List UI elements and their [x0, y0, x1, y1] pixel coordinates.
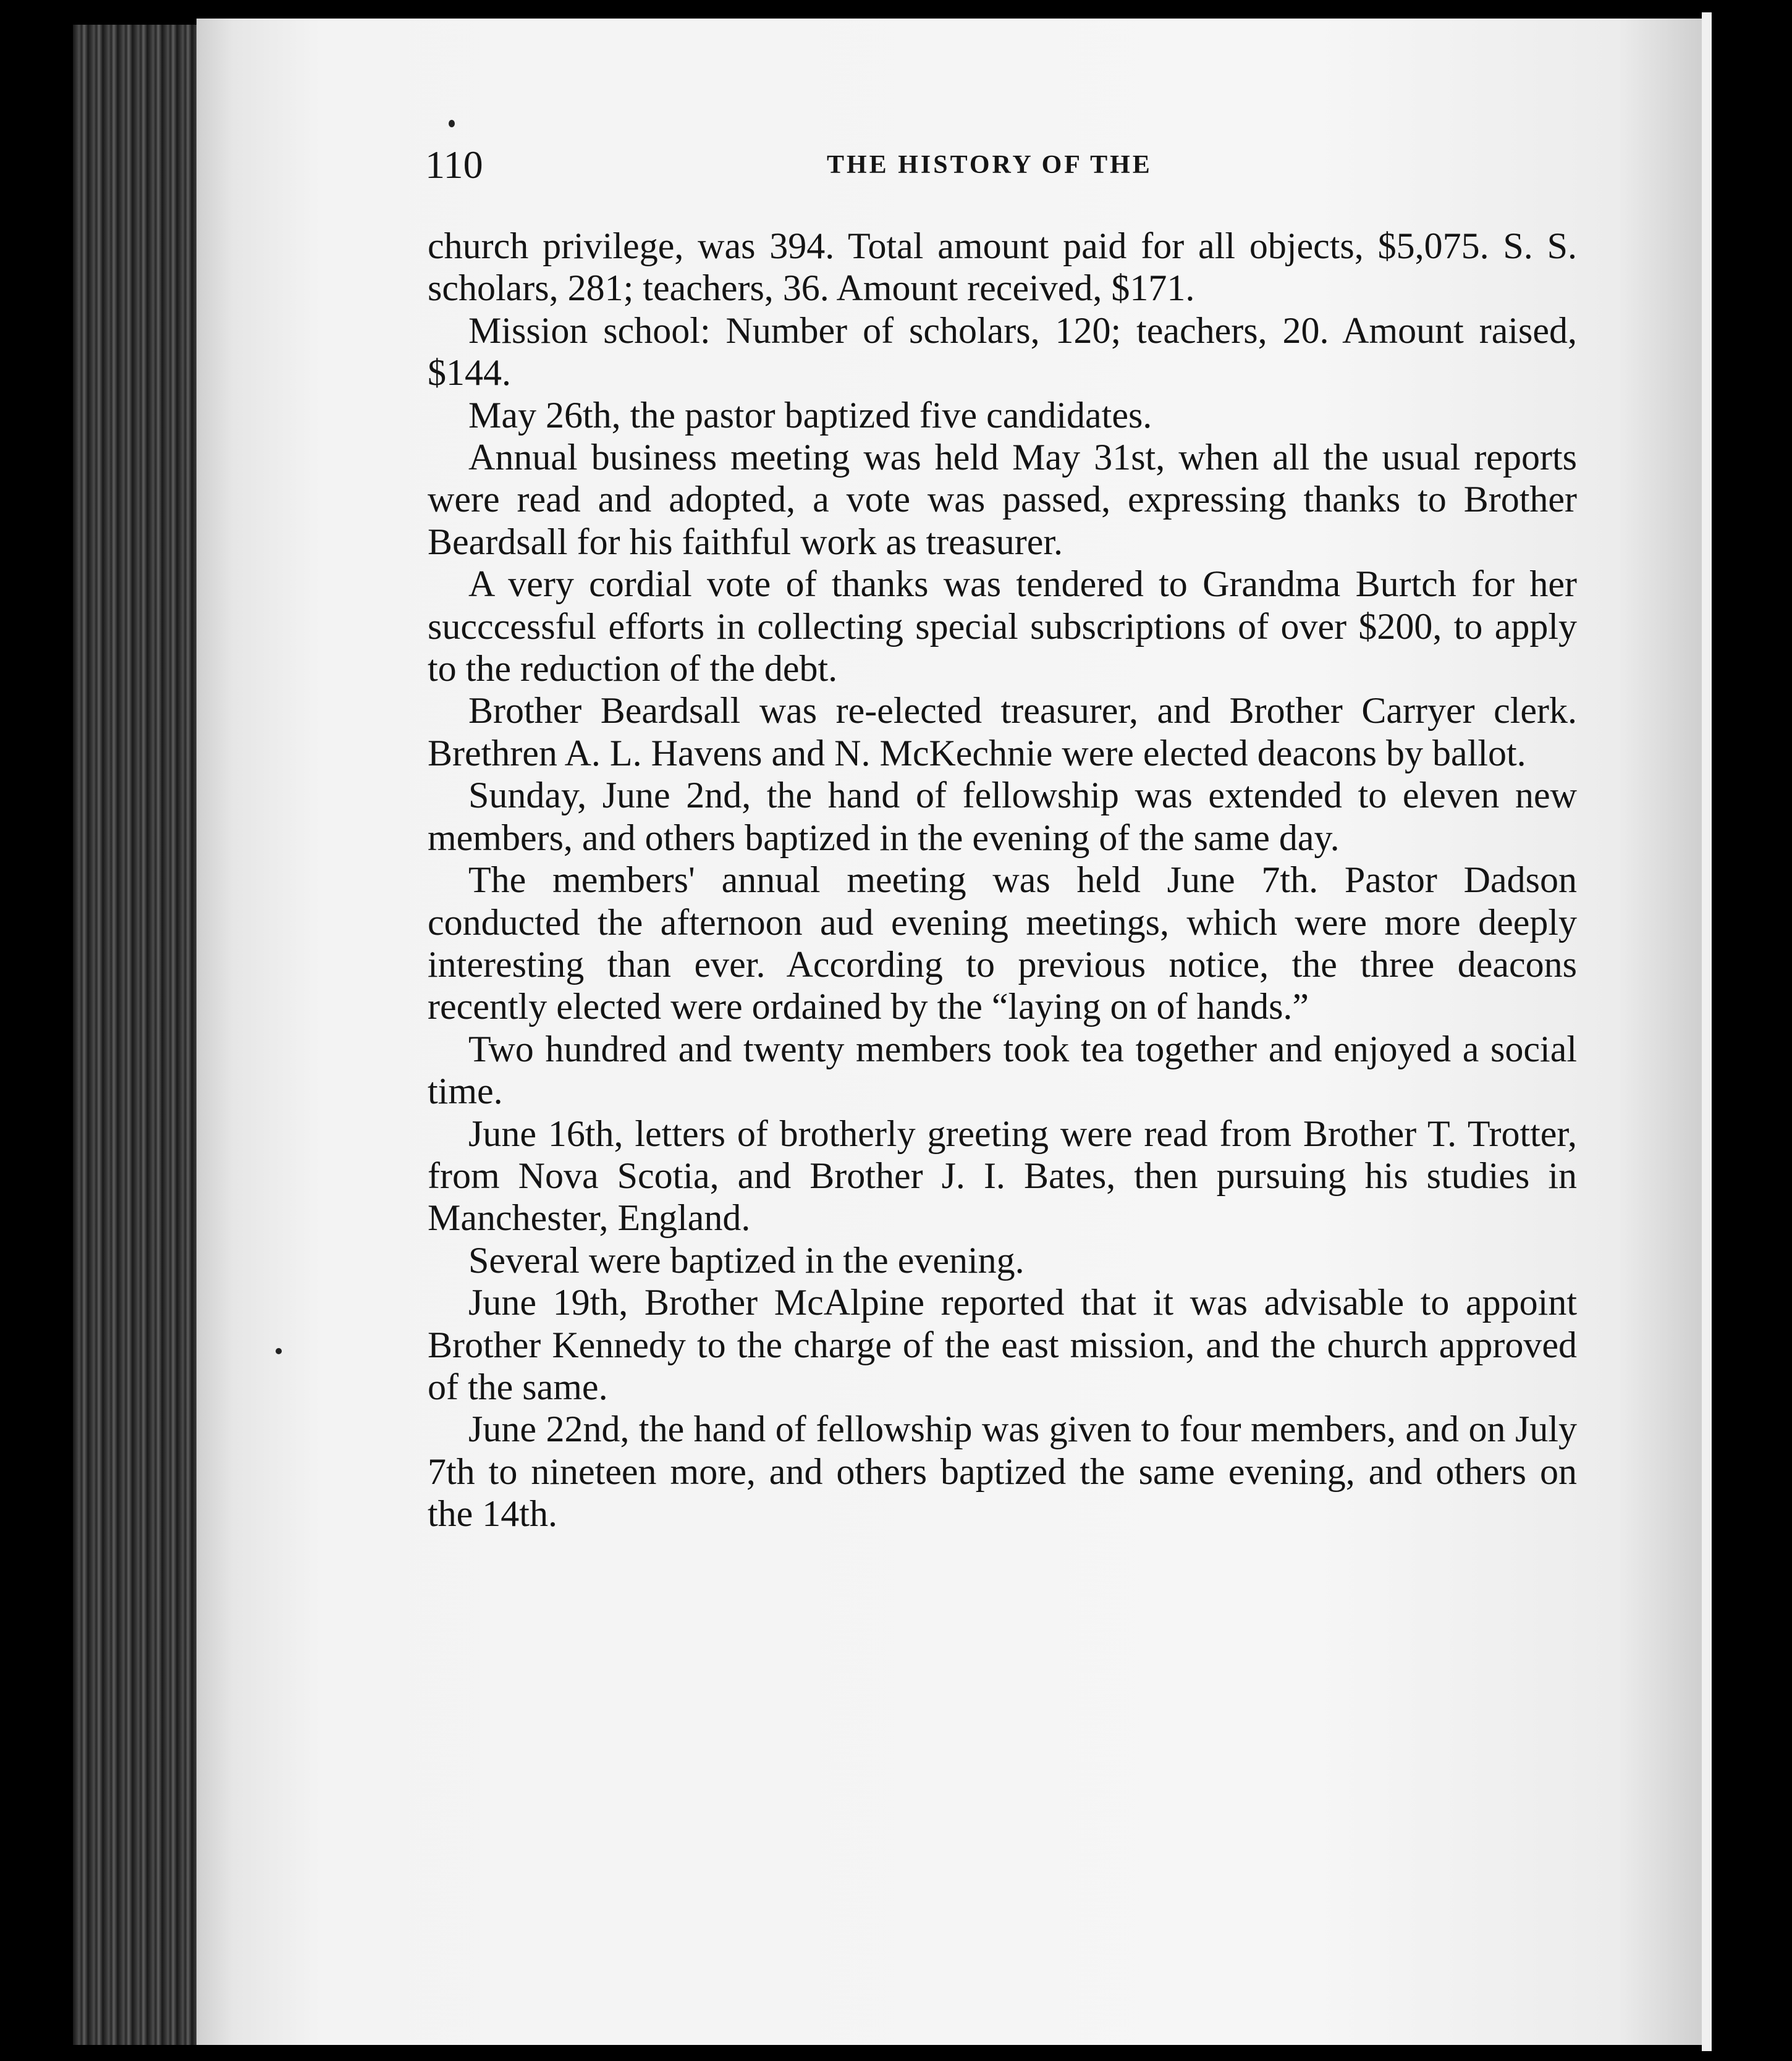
- running-head: [425, 143, 1577, 187]
- paragraph: Several were baptized in the evening.: [468, 1239, 1025, 1281]
- page-body: [428, 225, 1577, 1535]
- paragraph: Brother Beardsall was re-elected treasurer, and Brother Carryer clerk. Brethren A. L. Havens and N. McKechnie were elected deacons by ballot.: [428, 690, 1577, 773]
- paragraph: A very cordial vote of thanks was tendered to Grandma Burtch for her succcessful efforts in collecting special subscriptions of over $200, to apply to the reduction of the debt.: [428, 563, 1577, 689]
- paragraph: May 26th, the pastor baptized five candidates.: [468, 394, 1152, 436]
- book-page-edges: [73, 25, 203, 2045]
- paragraph: June 22nd, the hand of fellowship was given to four members, and on July 7th to nineteen more, and others baptized the same evening, and others on the 14th.: [428, 1409, 1577, 1535]
- paragraph: June 16th, letters of brotherly greeting were read from Brother T. Trotter, from Nova Scotia, and Brother J. I. Bates, then pursuing his studies in Manchester, England.: [428, 1113, 1577, 1239]
- print-speck: [449, 120, 455, 127]
- paragraph: Annual business meeting was held May 31st, when all the usual reports were read and adopted, a vote was passed, expressing thanks to Brother Beardsall for his faithful work as treasurer.: [428, 437, 1577, 562]
- paragraph: church privilege, was 394. Total amount paid for all objects, $5,075. S. S. scholars, 281; teachers, 36. Amount received, $171.: [428, 225, 1577, 309]
- print-speck: [276, 1348, 282, 1354]
- running-head-title: THE HISTORY OF THE: [827, 151, 1152, 179]
- paragraph: Two hundred and twenty members took tea together and enjoyed a social time.: [428, 1028, 1577, 1112]
- facing-page-edge: [1702, 12, 1712, 2051]
- page-number: 110: [425, 143, 483, 187]
- paragraph: The members' annual meeting was held June 7th. Pastor Dadson conducted the afternoon aud evening meetings, which were more deeply interesting than ever. According to previous notice, the three deacons recently elected were ordained by the “laying on of hands.”: [428, 859, 1577, 1027]
- paragraph: Mission school: Number of scholars, 120; teachers, 20. Amount raised, $144.: [428, 310, 1577, 394]
- scan-border-right: [1712, 0, 1792, 2061]
- paragraph: Sunday, June 2nd, the hand of fellowship was extended to eleven new members, and others baptized in the evening of the same day.: [428, 775, 1577, 858]
- paragraph: June 19th, Brother McAlpine reported that it was advisable to appoint Brother Kennedy to the charge of the east mission, and the church approved of the same.: [428, 1282, 1577, 1407]
